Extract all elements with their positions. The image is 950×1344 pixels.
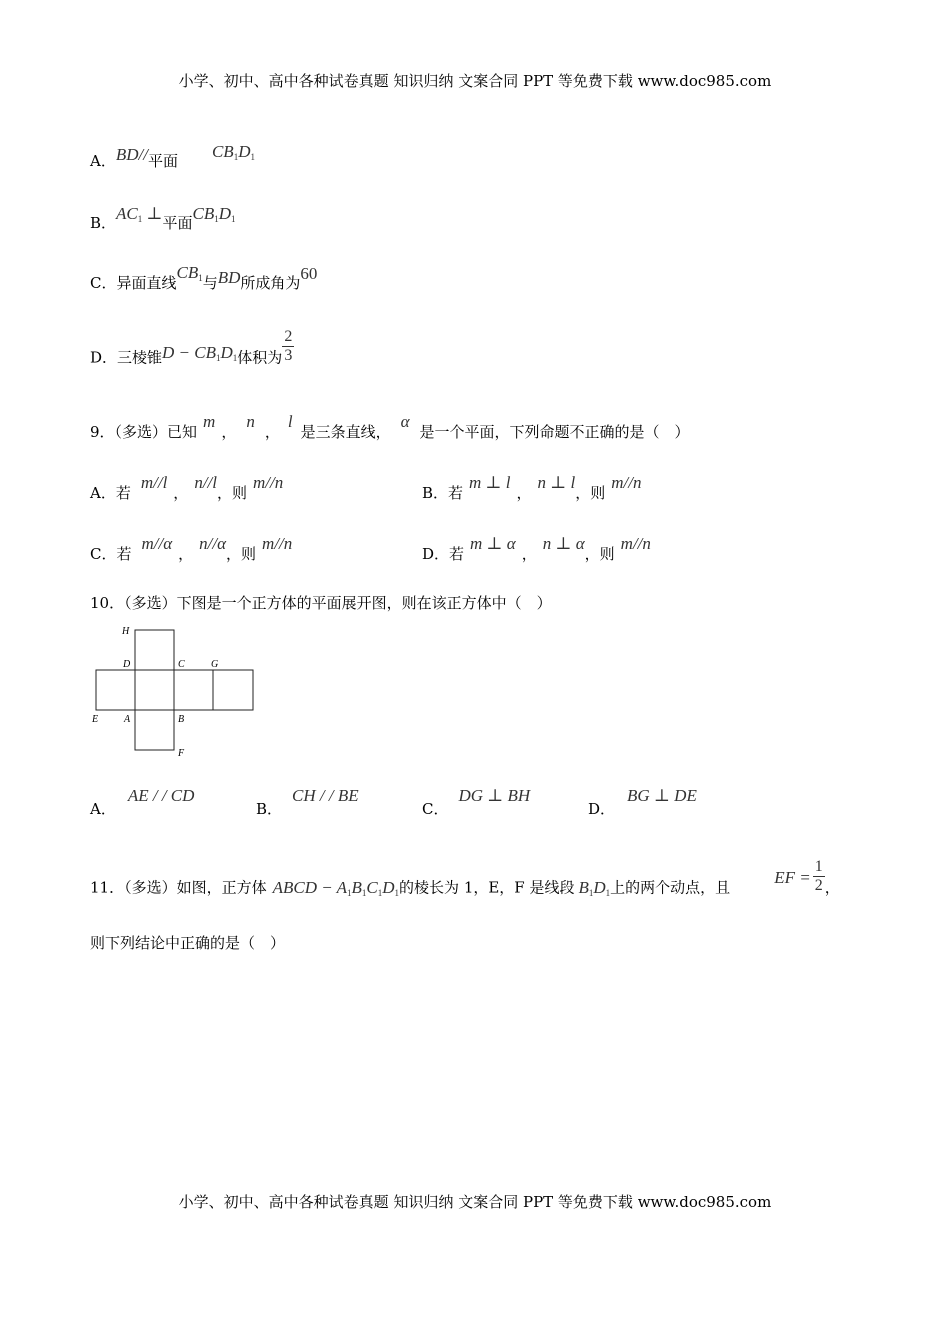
- q10-stem: 10．（多选）下图是一个正方体的平面展开图，则在该正方体中（ ）: [90, 594, 552, 612]
- fraction-two-thirds: $\frac{2}{3}$: [284, 328, 293, 364]
- q9-option-d: D．若m ⊥ α，n ⊥ α，则m//n: [422, 534, 651, 563]
- q11-stem: 11．（多选）如图，正方体 ABCD − $A_1B_1C_1D_1$的棱长为 1，E，F 是线段 $B_1D_1$上的两个动点，且EF = $\frac{1}{2}$ ，: [90, 858, 840, 898]
- cube-net-figure: [88, 622, 263, 760]
- q9-option-b: B．若m ⊥ l，n ⊥ l，则m//n: [422, 473, 642, 502]
- q10-option-a: A．AE / / CD: [90, 786, 195, 818]
- q10-option-b: B．CH / / BE: [256, 786, 359, 818]
- vertex-label-d: D: [123, 659, 131, 670]
- net-square-center: [135, 670, 174, 710]
- q8-option-a: A．BD//平面 $CB_1D_1$: [90, 142, 255, 170]
- fraction-one-half: $\frac{1}{2}$: [814, 858, 823, 894]
- page-footer: 小学、初中、高中各种试卷真题 知识归纳 文案合同 PPT 等免费下载 www.doc985.com: [178, 1193, 772, 1211]
- net-square-bottom: [135, 710, 174, 750]
- q10-option-c: C．DG ⊥ BH: [422, 786, 531, 818]
- q9-option-a: A．若m//l，n//l，则m//n: [90, 473, 284, 502]
- vertex-label-c: C: [178, 659, 185, 670]
- page-header: 小学、初中、高中各种试卷真题 知识归纳 文案合同 PPT 等免费下载 www.doc985.com: [178, 72, 772, 90]
- q8-option-b: B．$AC_1$ ⊥平面$CB_1D_1$: [90, 204, 236, 232]
- q10-option-d: D．BG ⊥ DE: [588, 786, 697, 818]
- vertex-label-g: G: [211, 659, 219, 670]
- q9-option-c: C．若m//α，n//α，则m//n: [90, 534, 293, 563]
- net-square-right1: [174, 670, 213, 710]
- net-square-right2: [213, 670, 253, 710]
- q11-stem-line2: 则下列结论中正确的是（ ）: [90, 934, 286, 952]
- net-square-left: [96, 670, 135, 710]
- q9-stem: 9．（多选）已知m，n，l是三条直线，α是一个平面，下列命题不正确的是（ ）: [90, 412, 690, 441]
- q8-option-c: C．异面直线$CB_1$与BD所成角为60: [90, 263, 318, 292]
- vertex-label-b: B: [178, 714, 185, 725]
- net-square-top: [135, 630, 174, 670]
- vertex-label-f: F: [178, 748, 185, 759]
- vertex-label-e: E: [92, 714, 99, 725]
- q8-option-d: D．三棱锥$D - CB_1D_1$体积为 $\frac{2}{3}$: [90, 328, 293, 367]
- vertex-label-a: A: [124, 714, 131, 725]
- vertex-label-h: H: [122, 626, 130, 637]
